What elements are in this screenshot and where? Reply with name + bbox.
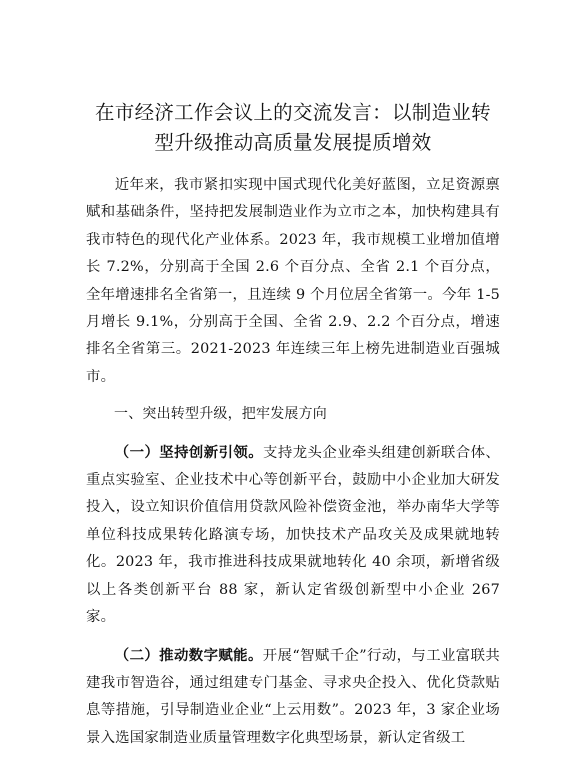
document-title-line-2: 型升级推动高质量发展提质增效 [154, 131, 432, 154]
digital-paragraph [86, 642, 500, 753]
section-heading: 一、突出转型升级，把牢发展方向 [114, 406, 327, 423]
document-title [86, 98, 500, 158]
digital-lead: （二）推动数字赋能。 [114, 646, 263, 664]
innovation-body: 支持龙头企业牵头组建创新联合体、重点实验室、企业技术中心等创新平台，鼓励中小企业加大研发投入，设立知识价值信用贷款风险补偿资金池，举办南华大学等单位科技成果转化路演专场，加快技术产品攻关及成果就地转化。2023 年，我市推进科技成果就地转化 40 余项，新增省级以上各类创新平台 88 家，新认定省级创新型中小企业 267 家。 [86, 444, 500, 626]
innovation-lead: （一）坚持创新引领。 [114, 443, 264, 461]
innovation-paragraph [86, 439, 500, 632]
digital-body: 开展“智赋千企”行动，与工业富联共建我市智造谷，通过组建专门基金、寻求央企投入、优化贷款贴息等措施，引导制造业企业“上云用数”。2023 年，3 家企业场景入选国家制造业质量管理数字化典型场景，新认定省级工 [86, 647, 500, 746]
intro-paragraph: 近年来，我市紧扣实现中国式现代化美好蓝图，立足资源禀赋和基础条件，坚持把发展制造业作为立市之本，加快构建具有我市特色的现代化产业体系。2023 年，我市规模工业增加值增长 7.2%，分别高于全国 2.6 个百分点、全省 2.1 个百分点，全年增速排名全省第一，且连续 9 个月位居全省第一。今年 1-5 月增长 9.1%，分别高于全国、全省 2.9、2.2 个百分点，增速排名全省第三。2021-2023 年连续三年上榜先进制造业百强城市。 [86, 177, 500, 385]
document-title-line-1: 在市经济工作会议上的交流发言：以制造业转 [94, 101, 491, 124]
